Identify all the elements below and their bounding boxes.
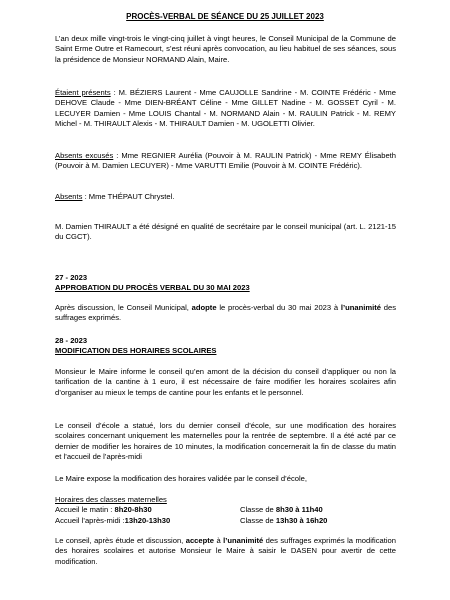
morning-label: Accueil le matin : [55,505,115,515]
text-run: Après discussion, le Conseil Municipal, [55,303,192,312]
absents-list: : Mme THÉPAUT Chrystel. [82,192,175,201]
section-28 [55,336,396,357]
afternoon-class-value: 13h30 à 16h20 [275,515,328,525]
secretary-paragraph: M. Damien THIRAULT a été désigné en qualité de secrétaire par le conseil municipal (art. L. 2121-15 du CGCT). [55,222,396,242]
excuses-label: Absents excusés [55,151,114,160]
section-28-paragraph-1: Monsieur le Maire informe le conseil qu’en amont de la décision du conseil d’appliquer ou non la tarification de la cantine à 1 euro, il est nécessaire de faire modifier les horaires scolaires afin d’organiser au mieux le temps de cantine pour les enfants et le personnel. [55,367,396,397]
presents-paragraph [55,88,396,129]
schedule-row-morning [55,505,396,515]
afternoon-label: Accueil l’après-midi : [55,515,125,525]
morning-class-label: Classe de [240,505,276,515]
page-title: PROCÈS-VERBAL DE SÉANCE DU 25 JUILLET 2023 [126,12,324,21]
text-run-bold: accepte [185,536,215,545]
section-number: 28 - 2023 [55,336,88,345]
morning-value: 8h20-8h30 [114,505,152,515]
schedule-row-afternoon [55,516,396,526]
excuses-paragraph [55,151,396,172]
absents-label: Absents [55,192,83,201]
afternoon-class-label: Classe de [240,515,276,525]
section-28-paragraph-2: Le conseil d’école a statué, lors du dernier conseil d’école, sur une modification des horaires scolaires concernant uniquement les maternelles pour la rentrée de septembre. Il a été acté par ce dernier de modifier les horaires de 10 minutes, la modification concernerait la fin de classe du matin et l’accueil de l’après-midi [55,421,396,461]
excuses-list: : Mme REGNIER Aurélia (Pouvoir à M. RAULIN Patrick) - Mme REMY Élisabeth (Pouvoir à M. Damien LECUYER) - Mme VARUTTI Emilie (Pouvoir à M. COINTE Frédéric). [55,151,396,171]
intro-paragraph: L’an deux mille vingt-trois le vingt-cinq juillet à vingt heures, le Conseil Municipal de la Commune de Saint Erme Outre et Ramecourt, s’est réuni après convocation, au lieu habituel de ses séances, sous la présidence de Monsieur NORMAND Alain, Maire. [55,34,396,64]
morning-class-value: 8h30 à 11h40 [275,505,323,515]
schedule-label: Horaires des classes maternelles [55,495,167,504]
text-run: des suffrages exprimés. [55,303,396,323]
section-28-conclusion [55,536,396,567]
text-run-bold: adopte [191,303,217,312]
text-run: Le conseil, après étude et discussion, [55,536,186,545]
text-run: le procès-verbal du 30 mai 2023 à [216,303,341,312]
text-run-bold: l’unanimité [223,536,264,545]
section-number: 27 - 2023 [55,273,88,282]
presents-label: Étaient présents [55,88,111,97]
section-27-body [55,303,396,324]
section-heading: APPROBATION DU PROCÈS VERBAL DU 30 MAI 2023 [55,283,250,293]
schedule-block [55,495,396,526]
presents-list: : M. BÉZIERS Laurent - Mme CAUJOLLE Sandrine - M. COINTE Frédéric - Mme DEHOVE Claude - Mme DIEN-BRÉANT Céline - Mme GILLET Nadine - M. GOSSET Cyril - M. LECUYER Damien - Mme LOUIS Chantal - M. NORMAND Alain - M. RAULIN Patrick - M. REMY Michel - M. THIRAULT Alexis - M. THIRAULT Damien - M. UGOLETTI Olivier. [55,88,396,128]
absents-paragraph [55,192,396,202]
text-run: des suffrages exprimés la modification des horaires scolaires et autorise Monsieur le Maire à saisir le DASEN pour avertir de cette modification. [55,536,396,566]
section-heading: MODIFICATION DES HORAIRES SCOLAIRES [55,346,217,356]
section-27 [55,273,396,294]
text-run-bold: l’unanimité [340,303,381,312]
afternoon-value: 13h20-13h30 [124,515,171,525]
text-run: à [214,536,224,545]
section-28-paragraph-3: Le Maire expose la modification des horaires validée par le conseil d’école, [55,474,307,483]
